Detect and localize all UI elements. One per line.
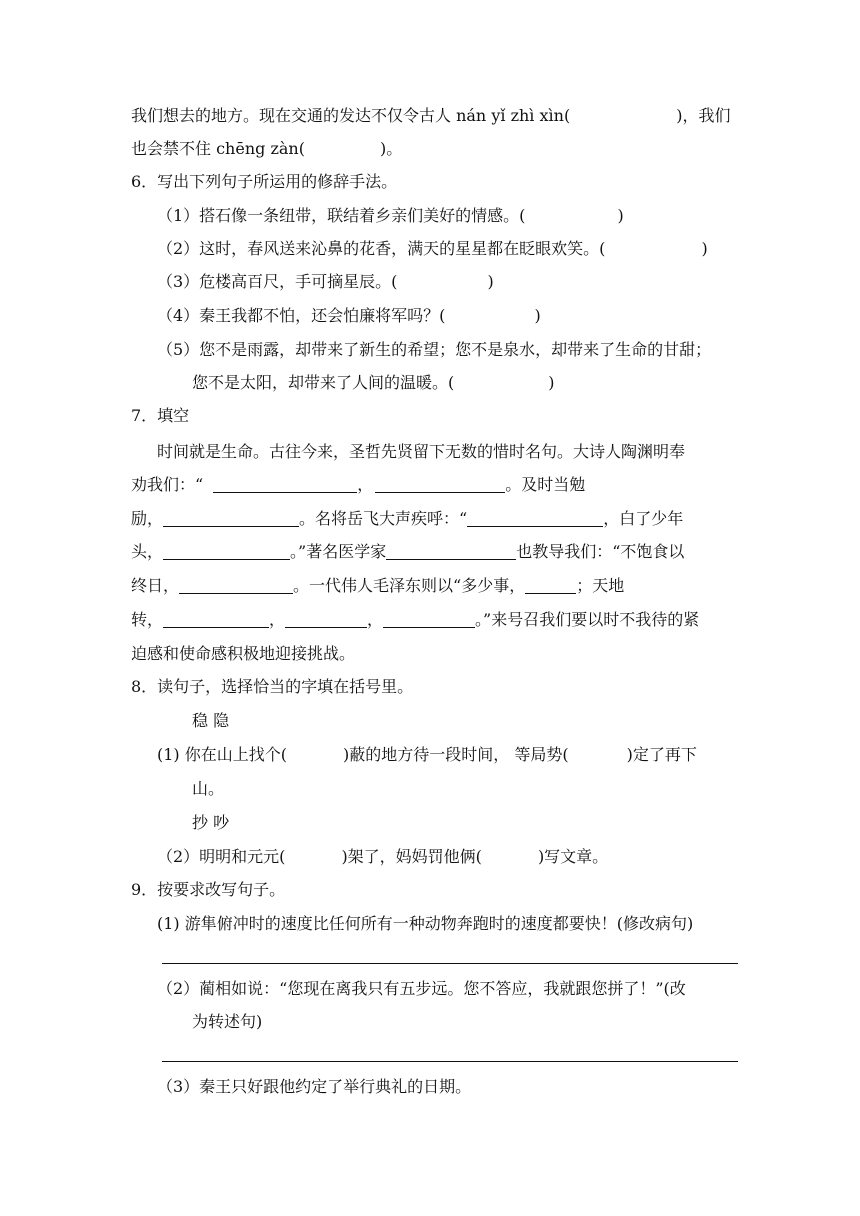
q7-line-2: 劝我们：“ ， 。及时当勉 [131, 475, 586, 494]
q6-item-3: （3）危楼高百尺，手可摘星辰。( ) [157, 272, 494, 291]
q7-fill-blank-6[interactable] [386, 543, 516, 560]
q7-fill-blank-5[interactable] [163, 543, 290, 560]
q5-line-1 [131, 105, 730, 127]
q7-fill-blank-4[interactable] [467, 510, 603, 527]
q7-line-6: 转， ， ， 。”来号召我们要以时不我待的紧 [131, 610, 700, 629]
q7-line-7: 迫感和使命感积极地迎接挑战。 [131, 644, 356, 663]
q5-text-a: 我们想去的地方。现在交通的发达不仅令古人 nán yǐ zhì xìn( [131, 106, 571, 125]
q8-sentence-2: （2）明明和元元( )架了，妈妈罚他俩( )写文章。 [157, 847, 609, 866]
q7-fill-blank-2[interactable] [375, 476, 505, 493]
q7-line-3: 励， 。名将岳飞大声疾呼：“ ，白了少年 [131, 509, 684, 528]
q5-text-b: )，我们 [676, 106, 731, 125]
q7-heading: 7．填空 [131, 406, 190, 425]
q9-sentence-2: （2）蔺相如说：“您现在离我只有五步远。您不答应，我就跟您拼了！”(改 [157, 979, 686, 998]
q6-item-5: （5）您不是雨露，却带来了新生的希望；您不是泉水，却带来了生命的甘甜； [157, 340, 712, 359]
q7-fill-blank-3[interactable] [163, 510, 299, 527]
q7-fill-blank-7[interactable] [179, 577, 293, 594]
q6-item-2: （2）这时，春风送来沁鼻的花香，满天的星星都在眨眼欢笑。( ) [157, 239, 708, 258]
q5-text-c: 也会禁不住 chēng zàn( [131, 139, 305, 158]
q9-answer-line-1[interactable] [162, 963, 738, 964]
q8-sentence-1: (1) 你在山上找个( )蔽的地方待一段时间， 等局势( )定了再下 [157, 745, 697, 764]
q6-item-1: （1）搭石像一条纽带，联结着乡亲们美好的情感。( ) [157, 206, 624, 225]
q8-char-pair-2: 抄 吵 [192, 813, 230, 832]
q6-item-4: （4）秦王我都不怕，还会怕廉将军吗？( ) [157, 306, 541, 325]
q8-char-pair-1: 稳 隐 [192, 711, 230, 730]
q8-heading: 8．读句子，选择恰当的字填在括号里。 [131, 677, 414, 696]
q7-line-4: 头， 。”著名医学家 也教导我们：“不饱食以 [131, 542, 685, 561]
q7-fill-blank-8[interactable] [525, 577, 576, 594]
q9-sentence-3: （3）秦王只好跟他约定了举行典礼的日期。 [157, 1077, 472, 1096]
q9-answer-line-2[interactable] [162, 1061, 738, 1062]
q7-fill-blank-9[interactable] [163, 611, 269, 628]
q5-text-d: )。 [379, 139, 403, 158]
q7-fill-blank-11[interactable] [383, 611, 475, 628]
q9-sentence-1: (1) 游隼俯冲时的速度比任何所有一种动物奔跑时的速度都要快！(修改病句) [157, 914, 694, 933]
q9-heading: 9．按要求改写句子。 [131, 880, 286, 899]
q8-sentence-1-cont: 山。 [192, 779, 225, 798]
q7-fill-blank-1[interactable] [213, 476, 357, 493]
q5-line-2 [131, 138, 402, 160]
q6-heading: 6．写出下列句子所运用的修辞手法。 [131, 172, 398, 191]
q7-line-1: 时间就是生命。古往今来，圣哲先贤留下无数的惜时名句。大诗人陶渊明奉 [157, 442, 686, 461]
q9-sentence-2-cont: 为转述句) [192, 1012, 263, 1031]
q7-line-5: 终日， 。一代伟人毛泽东则以“多少事， ；天地 [131, 576, 625, 595]
q6-item-5-cont: 您不是太阳，却带来了人间的温暖。( ) [192, 373, 555, 392]
q7-fill-blank-10[interactable] [285, 611, 367, 628]
